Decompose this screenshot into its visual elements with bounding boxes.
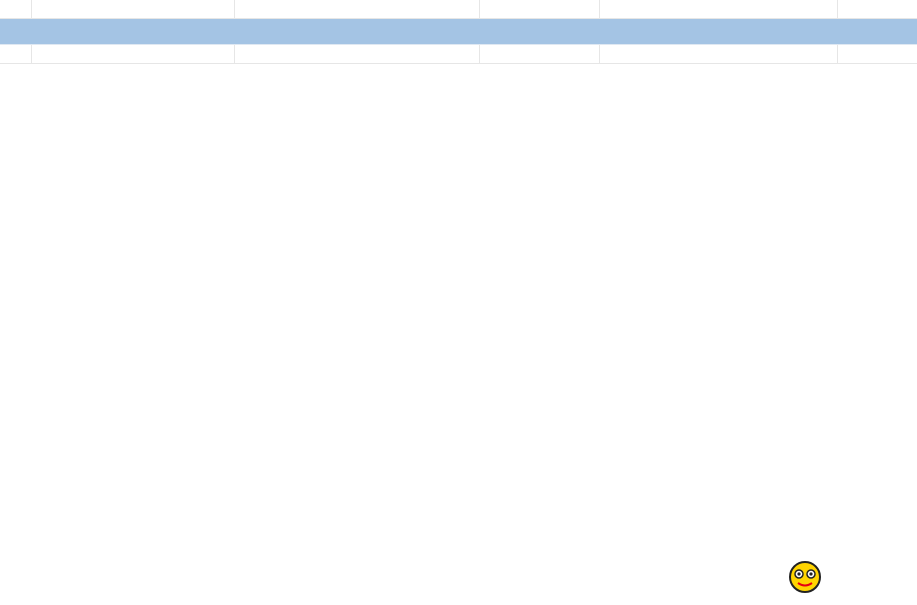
header-note xyxy=(600,45,838,64)
blank-row[interactable] xyxy=(0,0,917,19)
header-row xyxy=(0,45,917,64)
header-content xyxy=(32,45,235,64)
header-method xyxy=(235,45,480,64)
header-trigger xyxy=(838,45,917,64)
header-no xyxy=(0,45,32,64)
mascot-icon xyxy=(787,557,823,597)
header-reward xyxy=(480,45,600,64)
site-logo xyxy=(787,553,915,599)
spreadsheet xyxy=(0,0,917,64)
section-title xyxy=(0,19,917,45)
